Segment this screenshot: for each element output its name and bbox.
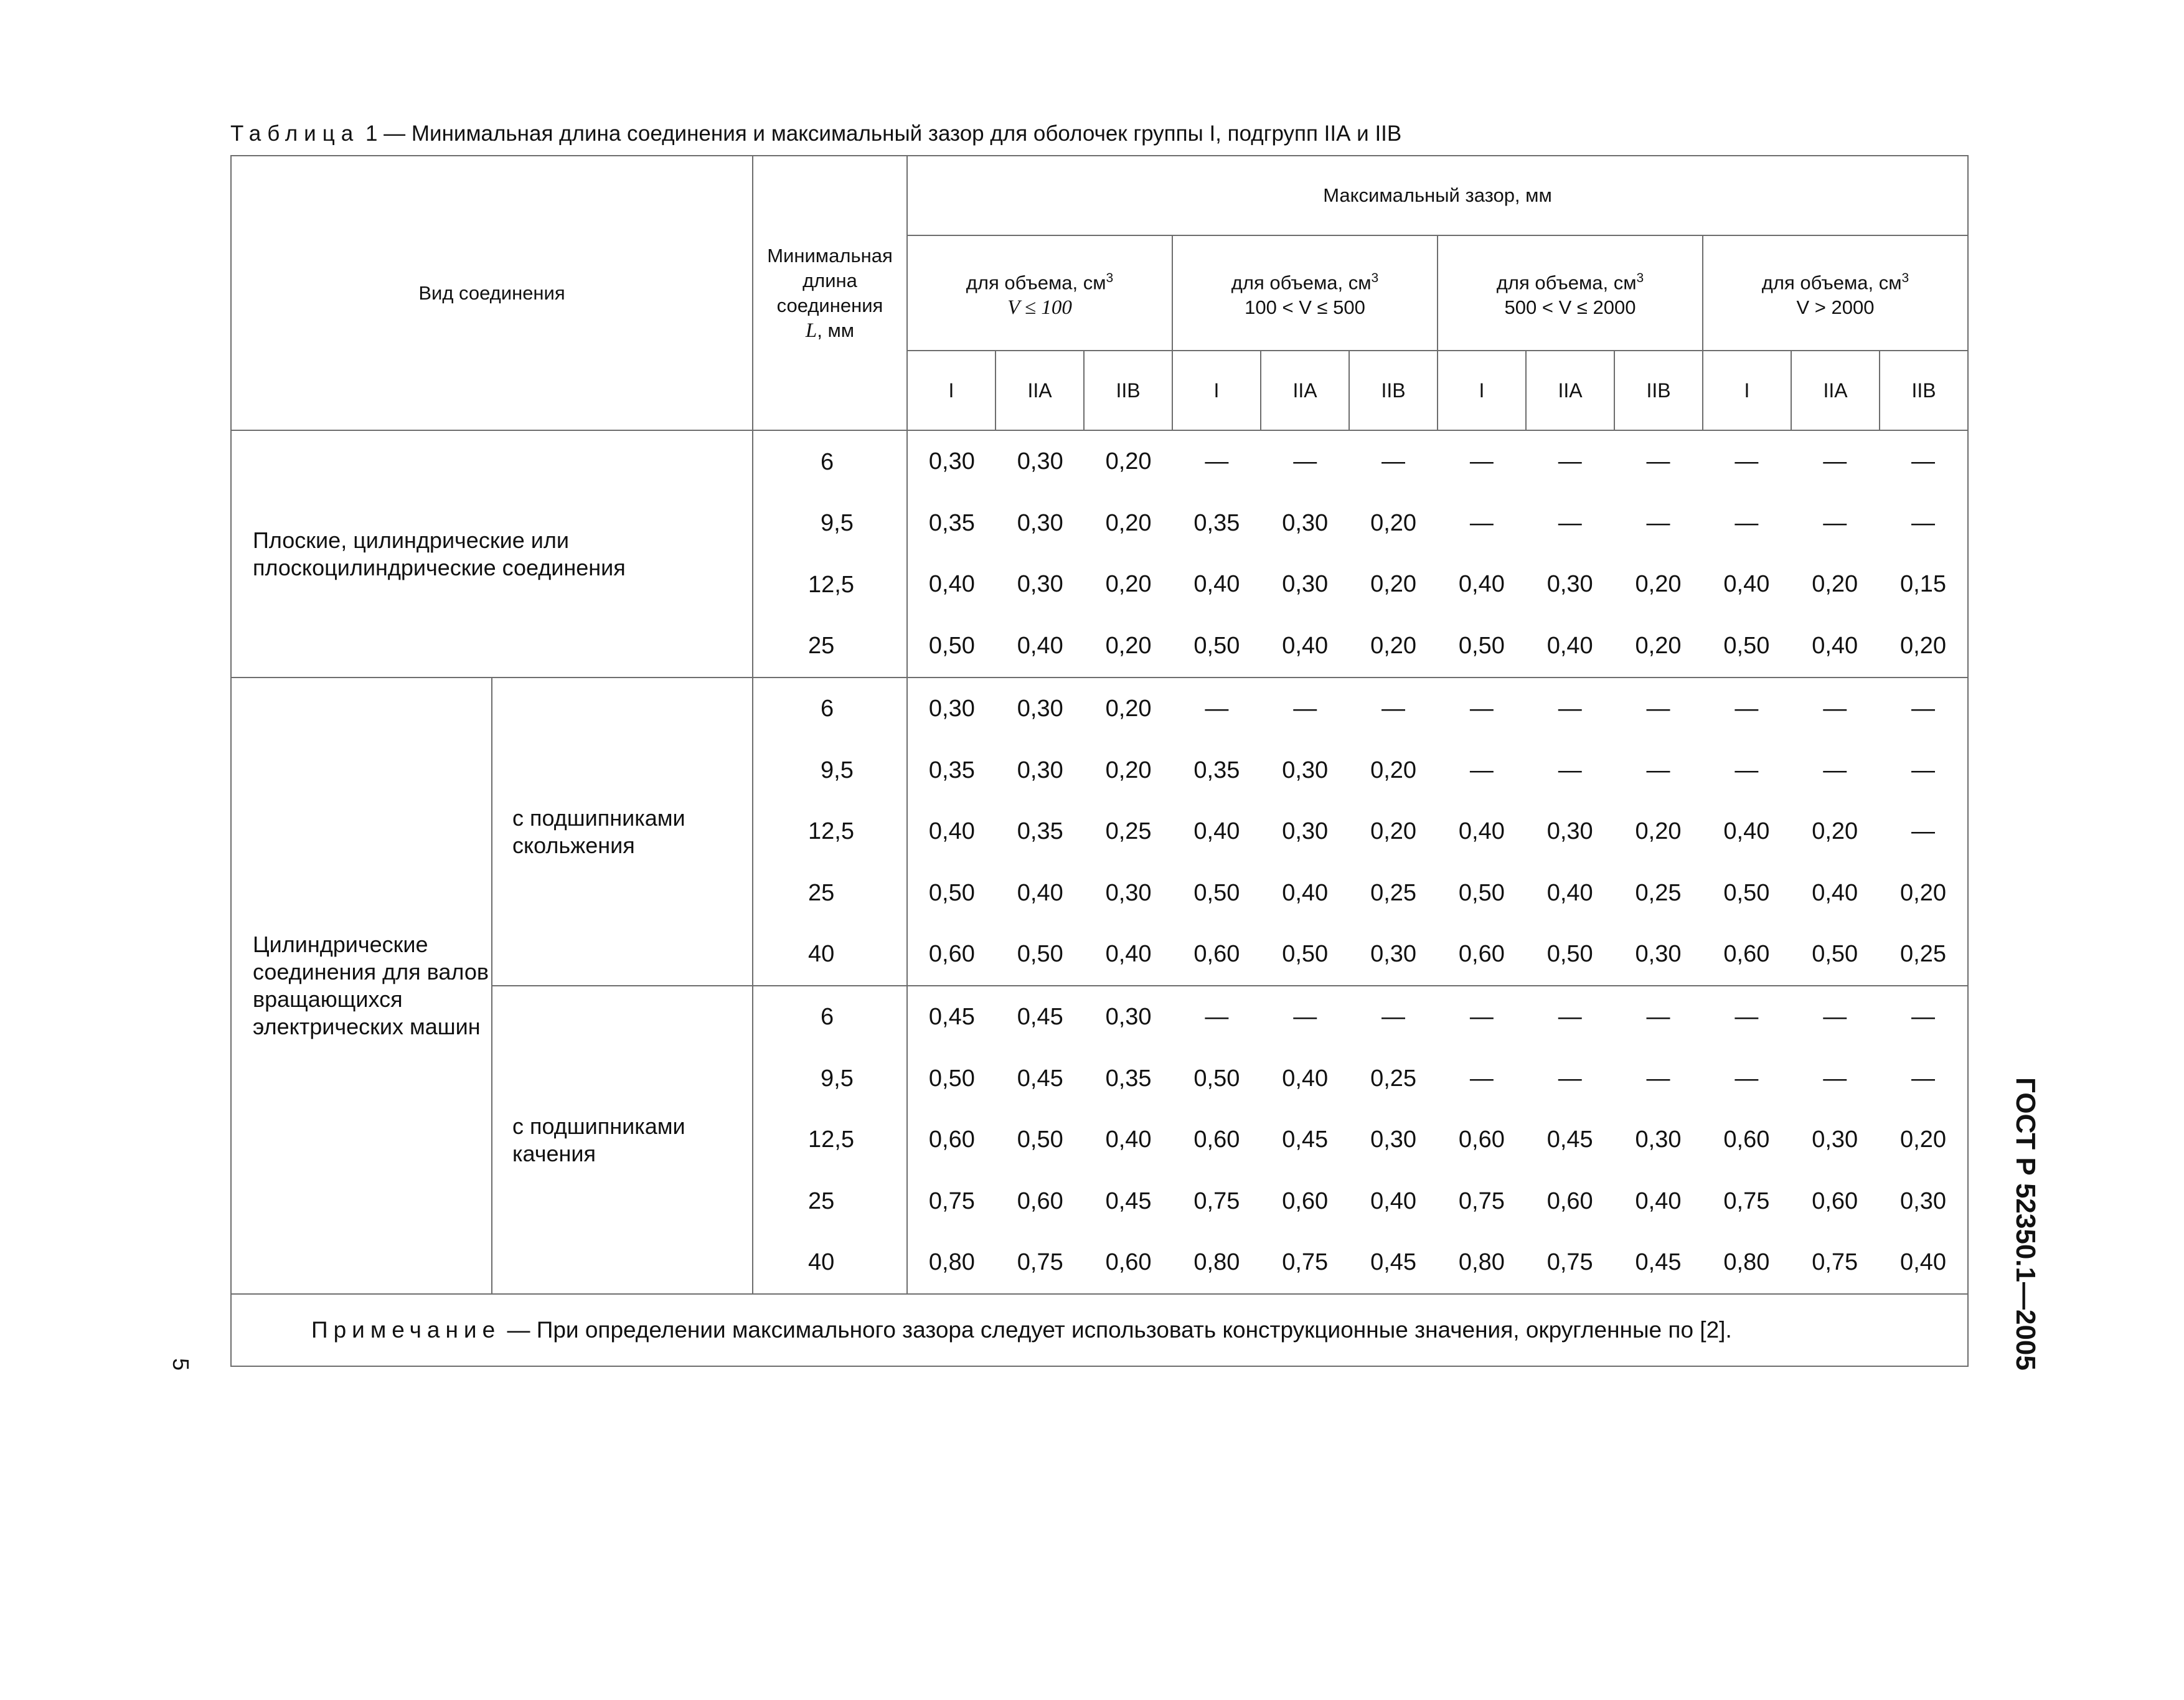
gap-value: 0,40 <box>1017 879 1063 906</box>
gap-values <box>907 430 1968 678</box>
gap-value: 0,80 <box>928 1249 975 1275</box>
gap-value: — <box>1734 696 1759 722</box>
gap-value: — <box>1734 1065 1759 1092</box>
value-grid <box>908 678 1967 985</box>
header-volume-3: для объема, $см^3$ 500 < V ≤ 2000 <box>1438 235 1703 351</box>
gap-value: 0,80 <box>1723 1249 1770 1275</box>
gap-value: 0,25 <box>1370 1065 1417 1092</box>
gap-value: 0,30 <box>1812 1126 1858 1153</box>
gap-value: — <box>1558 1065 1582 1092</box>
group-I: I <box>907 351 996 430</box>
gap-value: 0,75 <box>1193 1188 1240 1214</box>
gap-value: 0,75 <box>1812 1249 1858 1275</box>
gap-value: 0,30 <box>1900 1188 1946 1214</box>
gap-value: 0,40 <box>1193 571 1240 598</box>
gap-value: 0,20 <box>1812 818 1858 844</box>
gap-value: 0,50 <box>1723 879 1770 906</box>
gap-value: 0,30 <box>928 696 975 722</box>
gap-value: 0,50 <box>928 1065 975 1092</box>
gap-value: — <box>1734 509 1759 536</box>
table-row <box>231 678 1968 986</box>
gap-value: 0,25 <box>1370 879 1417 906</box>
gap-value: — <box>1381 448 1406 475</box>
gap-value: 0,30 <box>1282 818 1329 844</box>
gap-value: 0,45 <box>1105 1188 1152 1214</box>
gap-value: — <box>1646 696 1670 722</box>
gap-value: 0,20 <box>1370 509 1417 536</box>
gap-value: 0,35 <box>1193 509 1240 536</box>
value-row <box>908 1232 1967 1293</box>
group-I: I <box>1438 351 1526 430</box>
gap-value: 0,75 <box>1546 1249 1593 1275</box>
joint-length: 6 <box>821 448 834 475</box>
joint-length: 12,5 <box>808 1126 854 1153</box>
subsection-sliding-bearings: с подшипниками скольжения <box>492 678 753 986</box>
gap-value: 0,35 <box>928 757 975 783</box>
gap-value: — <box>1558 757 1582 783</box>
gap-value: 0,45 <box>1546 1126 1593 1153</box>
gap-value: 0,45 <box>1017 1004 1063 1030</box>
gap-value: — <box>1734 448 1759 475</box>
value-row <box>908 1109 1967 1171</box>
length-list <box>753 986 906 1293</box>
gap-value: 0,45 <box>1017 1065 1063 1092</box>
gap-value: 0,35 <box>1017 818 1063 844</box>
group-IIA: IIА <box>1526 351 1614 430</box>
table-note <box>231 1294 1968 1366</box>
gap-value: 0,40 <box>1458 818 1505 844</box>
gap-value: — <box>1646 1065 1670 1092</box>
gap-value: — <box>1911 696 1936 722</box>
gap-value: 0,75 <box>1017 1249 1063 1275</box>
gap-value: 0,30 <box>1017 757 1063 783</box>
gap-value: 0,50 <box>1458 879 1505 906</box>
gap-value: 0,30 <box>1282 509 1329 536</box>
gap-value: — <box>1381 696 1406 722</box>
gap-value: — <box>1823 509 1847 536</box>
gap-value: — <box>1911 757 1936 783</box>
header-min-length: Минимальная длина соединения L, мм <box>753 156 907 430</box>
gap-value: 0,40 <box>1105 1126 1152 1153</box>
gap-value: — <box>1469 509 1494 536</box>
gap-value: — <box>1646 509 1670 536</box>
gap-value: 0,50 <box>928 879 975 906</box>
gap-value: 0,20 <box>1900 879 1946 906</box>
group-IIB: IIВ <box>1880 351 1968 430</box>
gap-value: 0,60 <box>1812 1188 1858 1214</box>
gap-value: 0,35 <box>1193 757 1240 783</box>
gap-value: 0,60 <box>1458 941 1505 967</box>
value-row <box>908 862 1967 924</box>
gap-value: — <box>1823 448 1847 475</box>
gap-value: 0,45 <box>928 1004 975 1030</box>
gap-value: 0,30 <box>1635 941 1682 967</box>
gap-value: — <box>1911 509 1936 536</box>
gap-value: 0,40 <box>1282 879 1329 906</box>
section-rotating-machines: Цилиндрические соединения для валов вращающихся электрических машин <box>231 678 492 1294</box>
gap-value: — <box>1646 448 1670 475</box>
gap-value: — <box>1646 1004 1670 1030</box>
gap-value: 0,50 <box>1017 941 1063 967</box>
table-row <box>231 430 1968 678</box>
gap-value: 0,15 <box>1900 571 1946 598</box>
gap-value: 0,30 <box>1017 571 1063 598</box>
gap-value: 0,50 <box>928 632 975 659</box>
gap-value: 0,40 <box>1282 632 1329 659</box>
gap-value: 0,75 <box>1282 1249 1329 1275</box>
note-row <box>231 1294 1968 1366</box>
length-list <box>753 678 906 985</box>
joint-length: 6 <box>821 1004 834 1031</box>
gap-value: 0,20 <box>1635 632 1682 659</box>
value-grid <box>908 986 1967 1293</box>
gap-value: 0,40 <box>1282 1065 1329 1092</box>
gap-value: 0,30 <box>1282 757 1329 783</box>
value-grid <box>908 432 1967 677</box>
gap-value: — <box>1734 1004 1759 1030</box>
gap-value: 0,50 <box>1546 941 1593 967</box>
gap-value: 0,40 <box>1723 571 1770 598</box>
gap-value: 0,60 <box>1193 941 1240 967</box>
gap-value: 0,30 <box>1546 571 1593 598</box>
document-title-vertical: ГОСТ Р 52350.1—2005 <box>2010 1077 2041 1371</box>
gap-value: — <box>1293 448 1317 475</box>
gap-values <box>907 986 1968 1294</box>
gap-value: 0,60 <box>1282 1188 1329 1214</box>
joint-length: 12,5 <box>808 818 854 845</box>
gap-value: 0,40 <box>1546 632 1593 659</box>
section-flat-joints: Плоские, цилиндрические или плоскоцилиндрические соединения <box>231 430 753 678</box>
value-row <box>908 801 1967 862</box>
gap-value: 0,40 <box>1635 1188 1682 1214</box>
gap-value: 0,45 <box>1282 1126 1329 1153</box>
value-row <box>908 493 1967 554</box>
gap-value: 0,50 <box>1193 879 1240 906</box>
note-text: — При определении максимального зазора следует использовать конструкционные значения, округленные по [2]. <box>501 1317 1732 1343</box>
header-volume-4: для объема, $см^3$ V > 2000 <box>1703 235 1968 351</box>
group-IIB: IIВ <box>1084 351 1172 430</box>
gap-value: 0,20 <box>1105 632 1152 659</box>
value-row <box>908 1048 1967 1110</box>
gap-value: 0,40 <box>1812 879 1858 906</box>
gap-values <box>907 678 1968 986</box>
gap-value: 0,50 <box>1017 1126 1063 1153</box>
gap-value: 0,20 <box>1105 757 1152 783</box>
gap-value: 0,20 <box>1900 632 1946 659</box>
gap-value: 0,75 <box>928 1188 975 1214</box>
caption-label: Таблица <box>230 121 360 146</box>
header-volume-1: для объема, $см^3$ V ≤ 100 <box>907 235 1172 351</box>
gap-value: 0,60 <box>1546 1188 1593 1214</box>
gap-value: 0,30 <box>1105 1004 1152 1030</box>
subsection-rolling-bearings: с подшипниками качения <box>492 986 753 1294</box>
gap-value: — <box>1205 696 1229 722</box>
table-row <box>231 986 1968 1294</box>
gap-value: 0,80 <box>1193 1249 1240 1275</box>
gap-value: 0,40 <box>1458 571 1505 598</box>
gap-value: — <box>1911 448 1936 475</box>
gap-value: 0,20 <box>1900 1126 1946 1153</box>
gap-value: 0,30 <box>1017 696 1063 722</box>
group-I: I <box>1703 351 1791 430</box>
gap-value: 0,60 <box>1105 1249 1152 1275</box>
gap-value: 0,75 <box>1458 1188 1505 1214</box>
gap-value: 0,40 <box>928 571 975 598</box>
gap-value: 0,25 <box>1900 941 1946 967</box>
header-joint-type: Вид соединения <box>231 156 753 430</box>
gap-value: — <box>1205 1004 1229 1030</box>
gap-value: 0,40 <box>1370 1188 1417 1214</box>
gap-value: 0,60 <box>1017 1188 1063 1214</box>
value-row <box>908 678 1967 740</box>
gap-value: — <box>1558 1004 1582 1030</box>
gap-value: — <box>1646 757 1670 783</box>
gap-value: — <box>1558 509 1582 536</box>
gap-value: 0,60 <box>1723 941 1770 967</box>
group-I: I <box>1172 351 1261 430</box>
gap-value: 0,30 <box>1635 1126 1682 1153</box>
gap-value: — <box>1823 1065 1847 1092</box>
caption-number: 1 <box>365 121 378 146</box>
gap-value: 0,50 <box>1193 1065 1240 1092</box>
gap-value: 0,20 <box>1635 571 1682 598</box>
gap-value: — <box>1911 1004 1936 1030</box>
gap-value: 0,30 <box>1370 1126 1417 1153</box>
gap-value: 0,30 <box>1370 941 1417 967</box>
length-list <box>753 432 906 677</box>
gap-value: 0,30 <box>1546 818 1593 844</box>
group-IIB: IIВ <box>1614 351 1703 430</box>
gap-value: — <box>1823 696 1847 722</box>
page-number: 5 <box>168 1358 194 1371</box>
gap-value: 0,20 <box>1812 571 1858 598</box>
gap-value: 0,30 <box>1282 571 1329 598</box>
gap-value: 0,50 <box>1812 941 1858 967</box>
gap-value: 0,75 <box>1723 1188 1770 1214</box>
value-row <box>908 986 1967 1048</box>
group-IIB: IIВ <box>1349 351 1438 430</box>
gap-value: 0,50 <box>1458 632 1505 659</box>
length-cell <box>753 678 907 986</box>
joint-length: 40 <box>808 941 835 968</box>
gap-value: 0,20 <box>1105 571 1152 598</box>
gap-value: — <box>1293 696 1317 722</box>
value-row <box>908 923 1967 985</box>
gap-value: 0,30 <box>1105 879 1152 906</box>
gap-value: 0,40 <box>1105 941 1152 967</box>
joint-length: 25 <box>808 1188 835 1214</box>
gap-value: 0,60 <box>1458 1126 1505 1153</box>
value-row <box>908 615 1967 677</box>
gap-value: — <box>1469 1065 1494 1092</box>
gap-value: 0,30 <box>1017 448 1063 475</box>
joint-length: 12,5 <box>808 571 854 598</box>
gap-value: 0,20 <box>1370 571 1417 598</box>
gap-value: — <box>1734 757 1759 783</box>
value-row <box>908 554 1967 616</box>
gap-value: 0,20 <box>1105 448 1152 475</box>
gap-value: 0,25 <box>1635 879 1682 906</box>
gap-value: 0,20 <box>1105 509 1152 536</box>
clearance-table <box>230 155 1969 1367</box>
gap-value: — <box>1911 818 1936 844</box>
group-IIA: IIА <box>1791 351 1880 430</box>
gap-value: 0,80 <box>1458 1249 1505 1275</box>
joint-length: 9,5 <box>821 510 854 536</box>
header-max-gap: Максимальный зазор, мм <box>907 156 1968 235</box>
gap-value: 0,60 <box>1723 1126 1770 1153</box>
gap-value: 0,45 <box>1635 1249 1682 1275</box>
gap-value: — <box>1558 448 1582 475</box>
gap-value: — <box>1558 696 1582 722</box>
gap-value: — <box>1469 448 1494 475</box>
joint-length: 9,5 <box>821 1065 854 1092</box>
gap-value: 0,50 <box>1193 632 1240 659</box>
gap-value: — <box>1469 1004 1494 1030</box>
gap-value: 0,20 <box>1370 818 1417 844</box>
gap-value: 0,30 <box>928 448 975 475</box>
length-cell <box>753 986 907 1294</box>
gap-value: 0,45 <box>1370 1249 1417 1275</box>
gap-value: 0,20 <box>1370 632 1417 659</box>
value-row <box>908 432 1967 493</box>
gap-value: 0,20 <box>1370 757 1417 783</box>
gap-value: — <box>1205 448 1229 475</box>
gap-value: 0,40 <box>1017 632 1063 659</box>
value-row <box>908 1171 1967 1232</box>
joint-length: 25 <box>808 633 835 659</box>
gap-value: — <box>1469 757 1494 783</box>
gap-value: — <box>1381 1004 1406 1030</box>
gap-value: 0,30 <box>1017 509 1063 536</box>
value-row <box>908 740 1967 801</box>
group-IIA: IIА <box>996 351 1084 430</box>
gap-value: — <box>1823 1004 1847 1030</box>
gap-value: 0,60 <box>928 1126 975 1153</box>
group-IIA: IIА <box>1261 351 1349 430</box>
gap-value: 0,40 <box>1723 818 1770 844</box>
gap-value: — <box>1823 757 1847 783</box>
header-volume-2: для объема, $см^3$ 100 < V ≤ 500 <box>1172 235 1438 351</box>
joint-length: 9,5 <box>821 757 854 783</box>
gap-value: 0,50 <box>1282 941 1329 967</box>
table-caption <box>230 120 1401 148</box>
gap-value: 0,40 <box>928 818 975 844</box>
joint-length: 6 <box>821 696 834 722</box>
gap-value: 0,25 <box>1105 818 1152 844</box>
gap-value: 0,40 <box>1546 879 1593 906</box>
gap-value: 0,60 <box>928 941 975 967</box>
gap-value: — <box>1293 1004 1317 1030</box>
length-cell <box>753 430 907 678</box>
gap-value: 0,20 <box>1105 696 1152 722</box>
gap-value: 0,50 <box>1723 632 1770 659</box>
gap-value: 0,35 <box>1105 1065 1152 1092</box>
gap-value: 0,40 <box>1193 818 1240 844</box>
joint-length: 40 <box>808 1249 835 1276</box>
gap-value: 0,40 <box>1812 632 1858 659</box>
note-label: Примечание <box>311 1317 501 1343</box>
gap-value: — <box>1911 1065 1936 1092</box>
gap-value: 0,20 <box>1635 818 1682 844</box>
caption-text: — Минимальная длина соединения и максимальный зазор для оболочек группы I, подгрупп IIА и IIВ <box>377 121 1402 146</box>
gap-value: 0,40 <box>1900 1249 1946 1275</box>
joint-length: 25 <box>808 879 835 906</box>
gap-value: — <box>1469 696 1494 722</box>
gap-value: 0,35 <box>928 509 975 536</box>
gap-value: 0,60 <box>1193 1126 1240 1153</box>
